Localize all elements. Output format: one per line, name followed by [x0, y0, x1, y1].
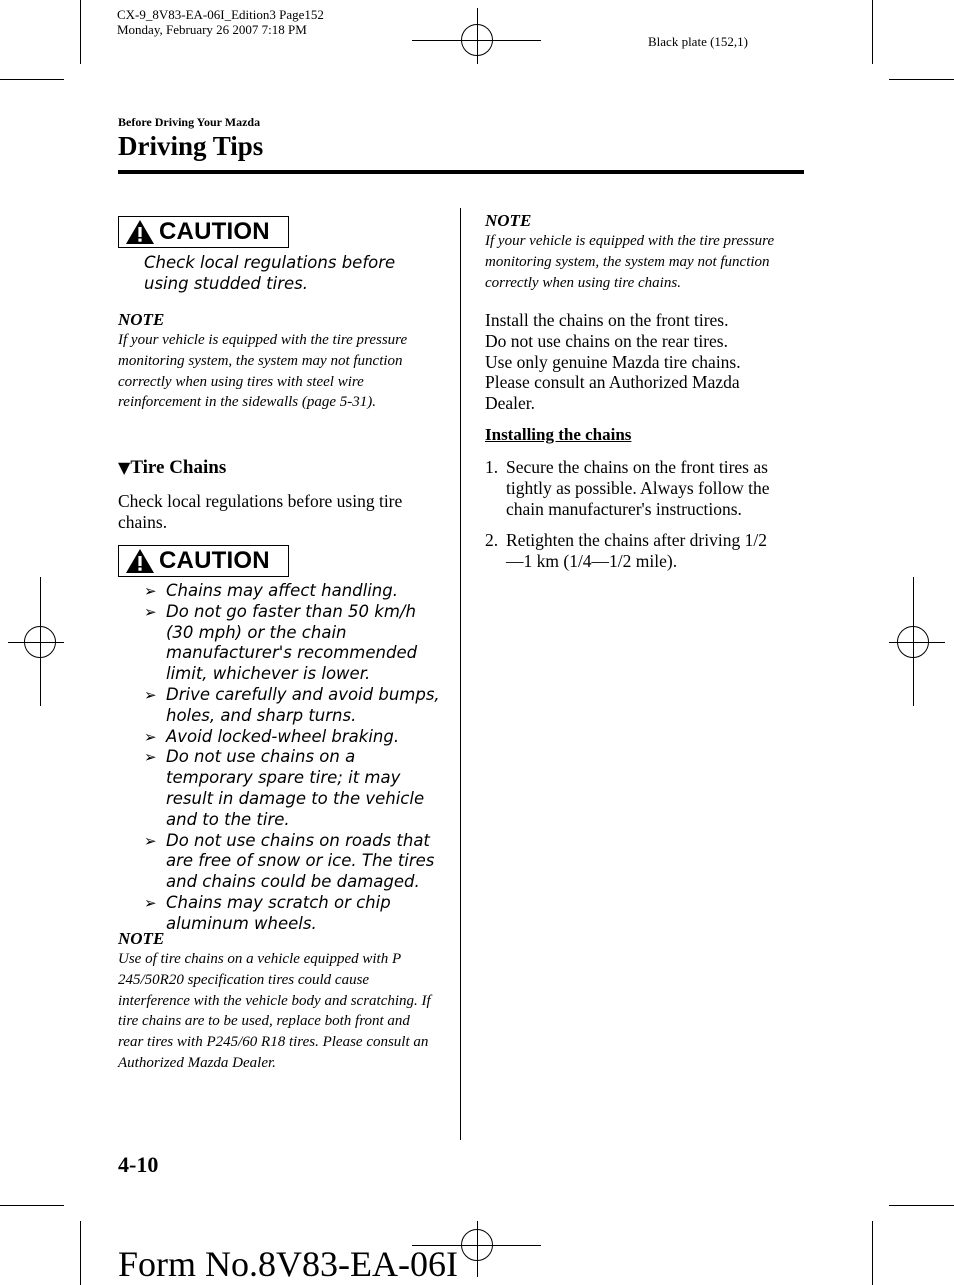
arrow-bullet-icon: ➢ — [144, 727, 157, 746]
page-title: Driving Tips — [118, 131, 264, 161]
installing-steps — [485, 457, 795, 583]
title-rule — [118, 170, 804, 174]
file-line-2: Monday, February 26 2007 7:18 PM — [117, 22, 307, 37]
file-info — [117, 7, 324, 37]
caution-label: CAUTION — [159, 218, 270, 245]
install-line: Please consult an Authorized Mazda Dealer. — [485, 372, 740, 414]
list-item-text: Chains may scratch or chip aluminum wheels. — [166, 892, 391, 933]
note-heading: NOTE — [118, 310, 165, 329]
caution-bullet-list — [144, 581, 440, 935]
install-line: Use only genuine Mazda tire chains. — [485, 351, 741, 372]
installing-heading: Installing the chains — [485, 425, 632, 444]
arrow-bullet-icon: ➢ — [144, 831, 157, 850]
file-line-1: CX-9_8V83-EA-06I_Edition3 Page152 — [117, 7, 324, 22]
install-line: Install the chains on the front tires. — [485, 310, 729, 330]
caution-text: Check local regulations before using studded tires. — [144, 253, 396, 293]
arrow-bullet-icon: ➢ — [144, 582, 157, 600]
registration-circle — [24, 626, 56, 658]
list-item-text: Drive carefully and avoid bumps, holes, and sharp turns. — [166, 684, 440, 725]
registration-circle — [461, 1229, 493, 1261]
install-paragraph — [485, 310, 785, 414]
caution-banner — [118, 545, 289, 577]
install-line: Do not use chains on the rear tires. — [485, 330, 728, 351]
subsection-title: Tire Chains — [130, 457, 227, 478]
triangle-marker-icon: ▼ — [118, 458, 131, 477]
list-item-text: Avoid locked-wheel braking. — [166, 726, 400, 746]
step-text: Secure the chains on the front tires as tightly as possible. Always follow the chain manufacturer's instructions. — [506, 457, 770, 519]
crop-mark — [889, 1205, 954, 1206]
form-number: Form No.8V83-EA-06I — [118, 1244, 458, 1284]
crop-mark — [889, 79, 954, 80]
list-item-text: Do not use chains on roads that are free of snow or ice. The tires and chains could be damaged. — [166, 830, 435, 892]
note-heading: NOTE — [118, 929, 165, 948]
caution-label: CAUTION — [159, 547, 270, 574]
page-number: 4-10 — [118, 1152, 159, 1177]
list-item — [144, 602, 440, 685]
list-item — [144, 747, 440, 830]
list-item — [144, 685, 440, 727]
note-text: If your vehicle is equipped with the tire pressure monitoring system, the system may not function correctly when using tire chains. — [485, 233, 775, 291]
crop-mark — [80, 1221, 81, 1285]
tire-chains-text: Check local regulations before using tire chains. — [118, 491, 403, 532]
step-text: Retighten the chains after driving 1/2 ―1 km (1/4―1/2 mile). — [506, 530, 767, 572]
crop-mark — [0, 1205, 64, 1206]
list-item — [144, 831, 440, 893]
step-item — [485, 457, 795, 519]
arrow-bullet-icon: ➢ — [144, 685, 157, 704]
list-item — [144, 581, 440, 602]
step-item — [485, 530, 795, 572]
crop-mark — [872, 1221, 873, 1285]
warning-triangle-icon — [125, 219, 155, 245]
arrow-bullet-icon: ➢ — [144, 602, 157, 621]
column-divider — [460, 208, 461, 1140]
registration-circle — [461, 24, 493, 56]
crop-mark — [80, 0, 81, 64]
plate-label: Black plate (152,1) — [648, 34, 748, 49]
tire-chains-heading — [118, 457, 226, 479]
list-item-text: Do not go faster than 50 km/h (30 mph) or the chain manufacturer's recommended limit, whichever is lower. — [166, 601, 418, 684]
caution-banner — [118, 216, 289, 248]
list-item-text: Do not use chains on a temporary spare tire; it may result in damage to the vehicle and to the tire. — [166, 747, 425, 829]
step-number: 2. — [485, 530, 499, 551]
crop-mark — [872, 0, 873, 64]
section-breadcrumb: Before Driving Your Mazda — [118, 115, 261, 129]
warning-triangle-icon — [125, 548, 155, 574]
note-heading: NOTE — [485, 211, 532, 230]
crop-mark — [0, 79, 64, 80]
arrow-bullet-icon: ➢ — [144, 893, 157, 912]
note-text: If your vehicle is equipped with the tire pressure monitoring system, the system may not function correctly when using tires with steel wire reinforcement in the sidewalls (page 5-31). — [118, 332, 408, 411]
registration-circle — [897, 626, 929, 658]
list-item — [144, 727, 440, 748]
list-item-text: Chains may affect handling. — [166, 581, 398, 600]
note-block — [118, 929, 438, 1074]
note-block — [485, 211, 795, 293]
arrow-bullet-icon: ➢ — [144, 748, 157, 767]
step-number: 1. — [485, 457, 499, 477]
note-block — [118, 310, 436, 413]
note-text: Use of tire chains on a vehicle equipped with P 245/50R20 specification tires could cause interference with the vehicle body and scratching. If tire chains are to be used, replace both front and rear tires with P245/60 R18 tires. Please consult an Authorized Mazda Dealer. — [118, 951, 431, 1071]
